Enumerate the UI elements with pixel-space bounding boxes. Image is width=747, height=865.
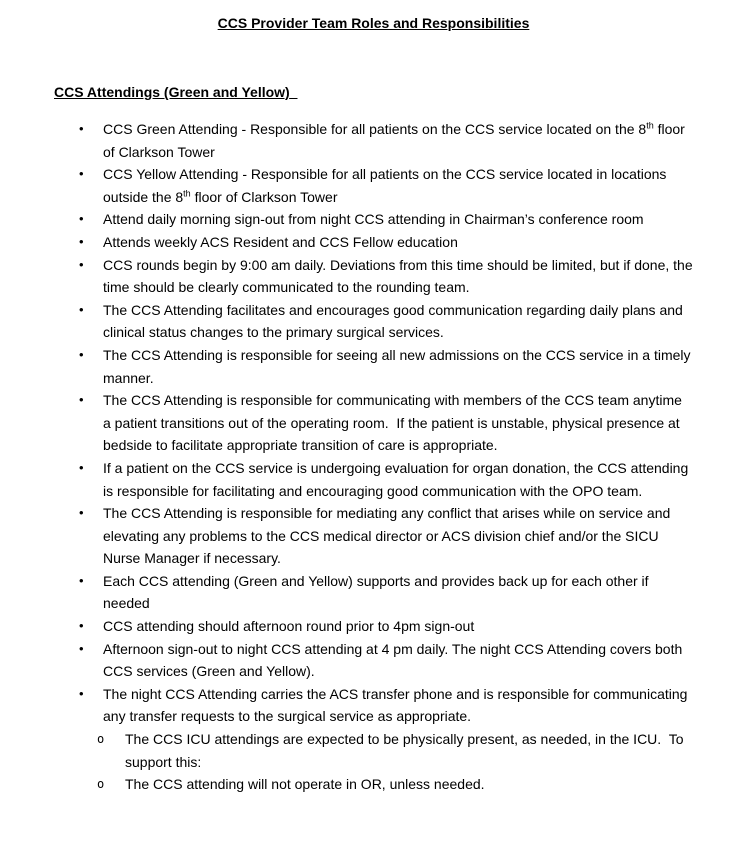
- sub-list-item: [0, 728, 747, 773]
- list-item-text: CCS Green Attending - Responsible for all patients on the CCS service located on the 8: [103, 121, 647, 137]
- list-item: [0, 231, 747, 254]
- list-item-text: The CCS Attending is responsible for communicating with members of the CCS team anytime a patient transitions out of the operating room. If the patient is unstable, physical presence at bedside to facilitate appropriate transition of care is appropriate.: [103, 392, 682, 454]
- list-item-text: floor of Clarkson Tower: [103, 121, 685, 160]
- list-item: [0, 208, 747, 231]
- bullet-icon: •: [79, 572, 84, 588]
- document-title: CCS Provider Team Roles and Responsibilities: [217, 15, 530, 31]
- list-item: [0, 638, 747, 683]
- bullet-icon: •: [79, 233, 84, 249]
- roles-list: [0, 118, 747, 796]
- list-item-text: Afternoon sign-out to night CCS attending at 4 pm daily. The night CCS Attending covers both CCS services (Green and Yellow).: [103, 640, 683, 680]
- list-item-text: The CCS Attending is responsible for mediating any conflict that arises while on service and elevating any problems to the CCS medical director or ACS division chief and/or the SICU Nurse Manager if necessary.: [103, 505, 671, 567]
- bullet-icon: •: [79, 618, 84, 634]
- list-item-text: CCS Yellow Attending - Responsible for all patients on the CCS service located in locations outside the 8: [103, 166, 667, 205]
- bullet-icon: •: [79, 166, 84, 182]
- bullet-icon: •: [79, 121, 84, 136]
- list-item-text: The CCS Attending is responsible for seeing all new admissions on the CCS service in a timely manner.: [103, 346, 691, 386]
- list-item: [0, 570, 747, 615]
- list-item: [0, 502, 747, 570]
- list-item-text: The CCS Attending facilitates and encourages good communication regarding daily plans and clinical status changes to the primary surgical services.: [103, 301, 683, 341]
- list-item-text: The night CCS Attending carries the ACS transfer phone and is responsible for communicating any transfer requests to the surgical service as appropriate.: [103, 685, 688, 725]
- list-item-text: CCS rounds begin by 9:00 am daily. Deviations from this time should be limited, but if done, the time should be clearly communicated to the rounding team.: [103, 256, 693, 296]
- superscript-text: th: [646, 120, 654, 131]
- bullet-icon: •: [79, 211, 84, 227]
- bullet-icon: •: [79, 505, 84, 521]
- list-item: [0, 299, 747, 344]
- list-item: [0, 389, 747, 457]
- list-item-text: CCS attending should afternoon round prior to 4pm sign-out: [103, 618, 475, 635]
- bullet-icon: •: [79, 346, 84, 362]
- list-item-text: Attends weekly ACS Resident and CCS Fellow education: [103, 233, 458, 250]
- circle-bullet-icon: o: [97, 777, 105, 792]
- bullet-icon: •: [79, 459, 84, 475]
- list-item: [0, 683, 747, 728]
- list-item-text: The CCS attending will not operate in OR, unless needed.: [125, 776, 485, 793]
- bullet-icon: •: [79, 640, 84, 656]
- superscript-text: th: [183, 188, 191, 199]
- bullet-icon: •: [79, 256, 84, 272]
- section-heading: CCS Attendings (Green and Yellow): [54, 84, 290, 100]
- list-item-text: The CCS ICU attendings are expected to be physically present, as needed, in the ICU. To support this:: [125, 731, 684, 770]
- list-item: [0, 457, 747, 502]
- list-item-text: Attend daily morning sign-out from night CCS attending in Chairman’s conference room: [103, 211, 644, 228]
- bullet-icon: •: [79, 392, 84, 408]
- list-item-text: floor of Clarkson Tower: [190, 188, 338, 205]
- list-item-text: Each CCS attending (Green and Yellow) supports and provides back up for each other if needed: [103, 572, 649, 612]
- list-item: [0, 254, 747, 299]
- sub-list-item: [0, 773, 747, 796]
- list-item: [0, 344, 747, 389]
- list-item-text: If a patient on the CCS service is undergoing evaluation for organ donation, the CCS attending is responsible for facilitating and encouraging good communication with the OPO team.: [103, 459, 689, 499]
- list-item: [0, 615, 747, 638]
- circle-bullet-icon: o: [97, 732, 105, 747]
- list-item: [0, 163, 747, 208]
- bullet-icon: •: [79, 301, 84, 317]
- bullet-icon: •: [79, 685, 84, 701]
- list-item: [0, 118, 747, 163]
